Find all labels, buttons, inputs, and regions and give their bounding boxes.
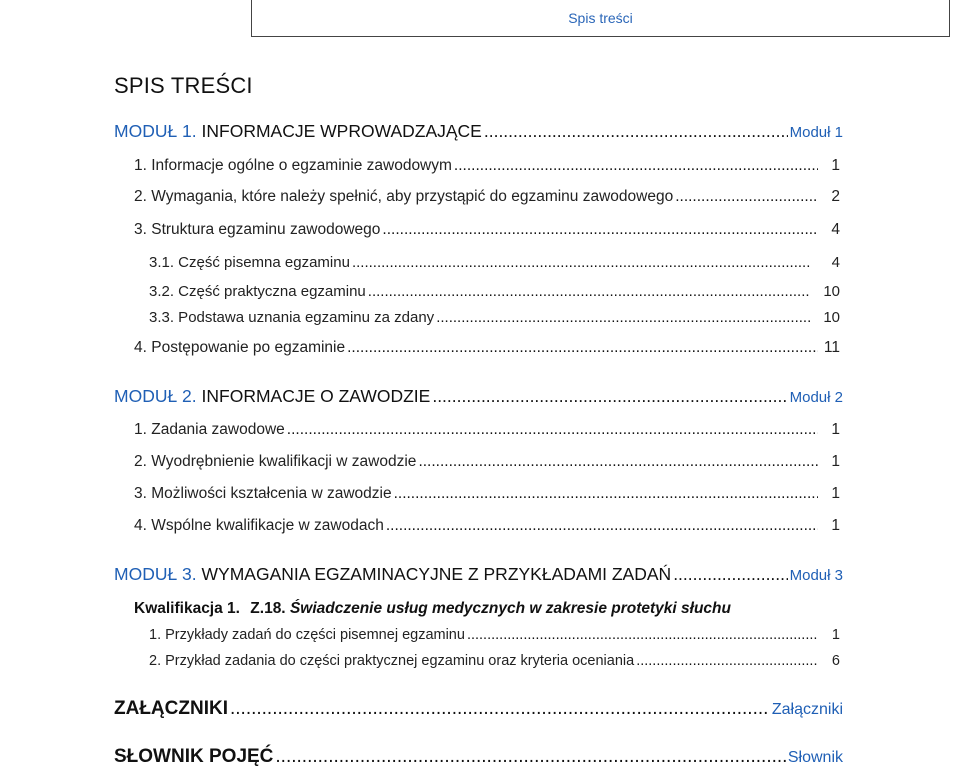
dot-leader	[484, 121, 788, 142]
header-title: Spis treści	[568, 9, 633, 26]
toc-entry[interactable]	[134, 421, 840, 439]
toc-entry-page: 1	[831, 627, 840, 643]
toc-entry-label: 1. Zadania zawodowe	[134, 421, 285, 438]
toc-entry-label: 3.1. Część pisemna egzaminu	[149, 254, 350, 271]
qualification-name: Świadczenie usług medycznych w zakresie protetyki słuchu	[289, 600, 731, 617]
toc-entry[interactable]	[149, 627, 840, 643]
dot-leader	[347, 339, 818, 357]
toc-entry-label: 3.3. Podstawa uznania egzaminu za zdany	[149, 309, 435, 326]
toc-entry-label: 3. Możliwości kształcenia w zawodzie	[134, 485, 392, 502]
toc-entry-page: 1	[831, 517, 840, 534]
toc-entry-page: 10	[823, 283, 840, 300]
toc-entry[interactable]	[134, 221, 840, 239]
dot-leader	[675, 188, 818, 206]
toc-entry-label: 1. Przykłady zadań do części pisemnej egzaminu	[149, 627, 465, 643]
toc-entry[interactable]	[134, 339, 840, 357]
toc-attachments[interactable]	[114, 698, 843, 720]
dot-leader	[368, 283, 810, 300]
module-2-number: MODUŁ 2.	[114, 386, 197, 406]
toc-entry-page: 1	[831, 453, 840, 470]
toc-entry[interactable]	[134, 157, 840, 175]
toc-title: SPIS TREŚCI	[114, 73, 253, 98]
toc-entry-label: 3. Struktura egzaminu zawodowego	[134, 221, 381, 238]
module-1-number: MODUŁ 1.	[114, 121, 197, 141]
module-3-number: MODUŁ 3.	[114, 564, 197, 584]
dot-leader	[636, 653, 818, 669]
toc-entry-label: 4. Postępowanie po egzaminie	[134, 339, 346, 356]
dot-leader	[467, 627, 818, 643]
toc-entry-label: 2. Wymagania, które należy spełnić, aby przystąpić do egzaminu zawodowego	[134, 188, 674, 205]
toc-entry-page: 10	[823, 309, 840, 326]
toc-entry-label: 4. Wspólne kwalifikacje w zawodach	[134, 517, 384, 534]
toc-entry-page: 1	[831, 421, 840, 438]
dot-leader	[454, 157, 818, 175]
toc-entry[interactable]	[134, 188, 840, 206]
dot-leader	[386, 517, 818, 535]
page-header	[251, 0, 950, 37]
attachments-label: ZAŁĄCZNIKI	[114, 698, 228, 719]
qualification-prefix: Kwalifikacja 1.	[134, 600, 240, 617]
module-2-heading	[114, 386, 430, 407]
toc-entry[interactable]	[134, 517, 840, 535]
toc-entry-page: 1	[831, 157, 840, 174]
dot-leader	[275, 746, 785, 768]
toc-entry[interactable]	[134, 453, 840, 471]
dot-leader	[394, 485, 818, 503]
toc-module-2[interactable]	[114, 386, 843, 407]
dot-leader	[418, 453, 818, 471]
glossary-page: Słownik	[787, 749, 843, 766]
toc-entry-page: 11	[823, 339, 840, 356]
toc-entry[interactable]	[134, 485, 840, 503]
qualification-heading	[134, 600, 731, 618]
dot-leader	[352, 254, 810, 271]
dot-leader	[673, 564, 787, 585]
dot-leader	[230, 698, 770, 720]
attachments-page: Załączniki	[771, 701, 843, 718]
dot-leader	[382, 221, 818, 239]
toc-module-1[interactable]	[114, 121, 843, 142]
toc-entry-page: 2	[831, 188, 840, 205]
module-2-title: INFORMACJE O ZAWODZIE	[201, 386, 431, 406]
module-3-page: Moduł 3	[789, 567, 843, 584]
glossary-label: SŁOWNIK POJĘĆ	[114, 746, 274, 767]
toc-entry[interactable]	[149, 309, 840, 326]
module-3-heading	[114, 564, 671, 585]
toc-entry-page: 1	[831, 485, 840, 502]
module-3-title: WYMAGANIA EGZAMINACYJNE Z PRZYKŁADAMI ZADAŃ	[201, 564, 672, 584]
toc-entry-page: 4	[831, 254, 840, 271]
toc-entry[interactable]	[149, 283, 840, 300]
toc-entry-page: 6	[831, 653, 840, 669]
toc-glossary[interactable]	[114, 746, 843, 768]
toc-entry[interactable]	[149, 653, 840, 669]
toc-entry-label: 2. Wyodrębnienie kwalifikacji w zawodzie	[134, 453, 417, 470]
dot-leader	[432, 386, 787, 407]
dot-leader	[287, 421, 818, 439]
toc-entry-label: 1. Informacje ogólne o egzaminie zawodowym	[134, 157, 452, 174]
qualification-code: Z.18.	[250, 600, 286, 617]
module-1-title: INFORMACJE WPROWADZAJĄCE	[201, 121, 482, 141]
dot-leader	[436, 309, 810, 326]
module-2-page: Moduł 2	[789, 389, 843, 406]
toc-entry[interactable]	[149, 254, 840, 271]
toc-module-3[interactable]	[114, 564, 843, 585]
toc-entry-page: 4	[831, 221, 840, 238]
toc-entry-label: 3.2. Część praktyczna egzaminu	[149, 283, 366, 300]
toc-entry-label: 2. Przykład zadania do części praktycznej egzaminu oraz kryteria oceniania	[149, 653, 635, 669]
module-1-page: Moduł 1	[789, 124, 843, 141]
module-1-heading	[114, 121, 482, 142]
